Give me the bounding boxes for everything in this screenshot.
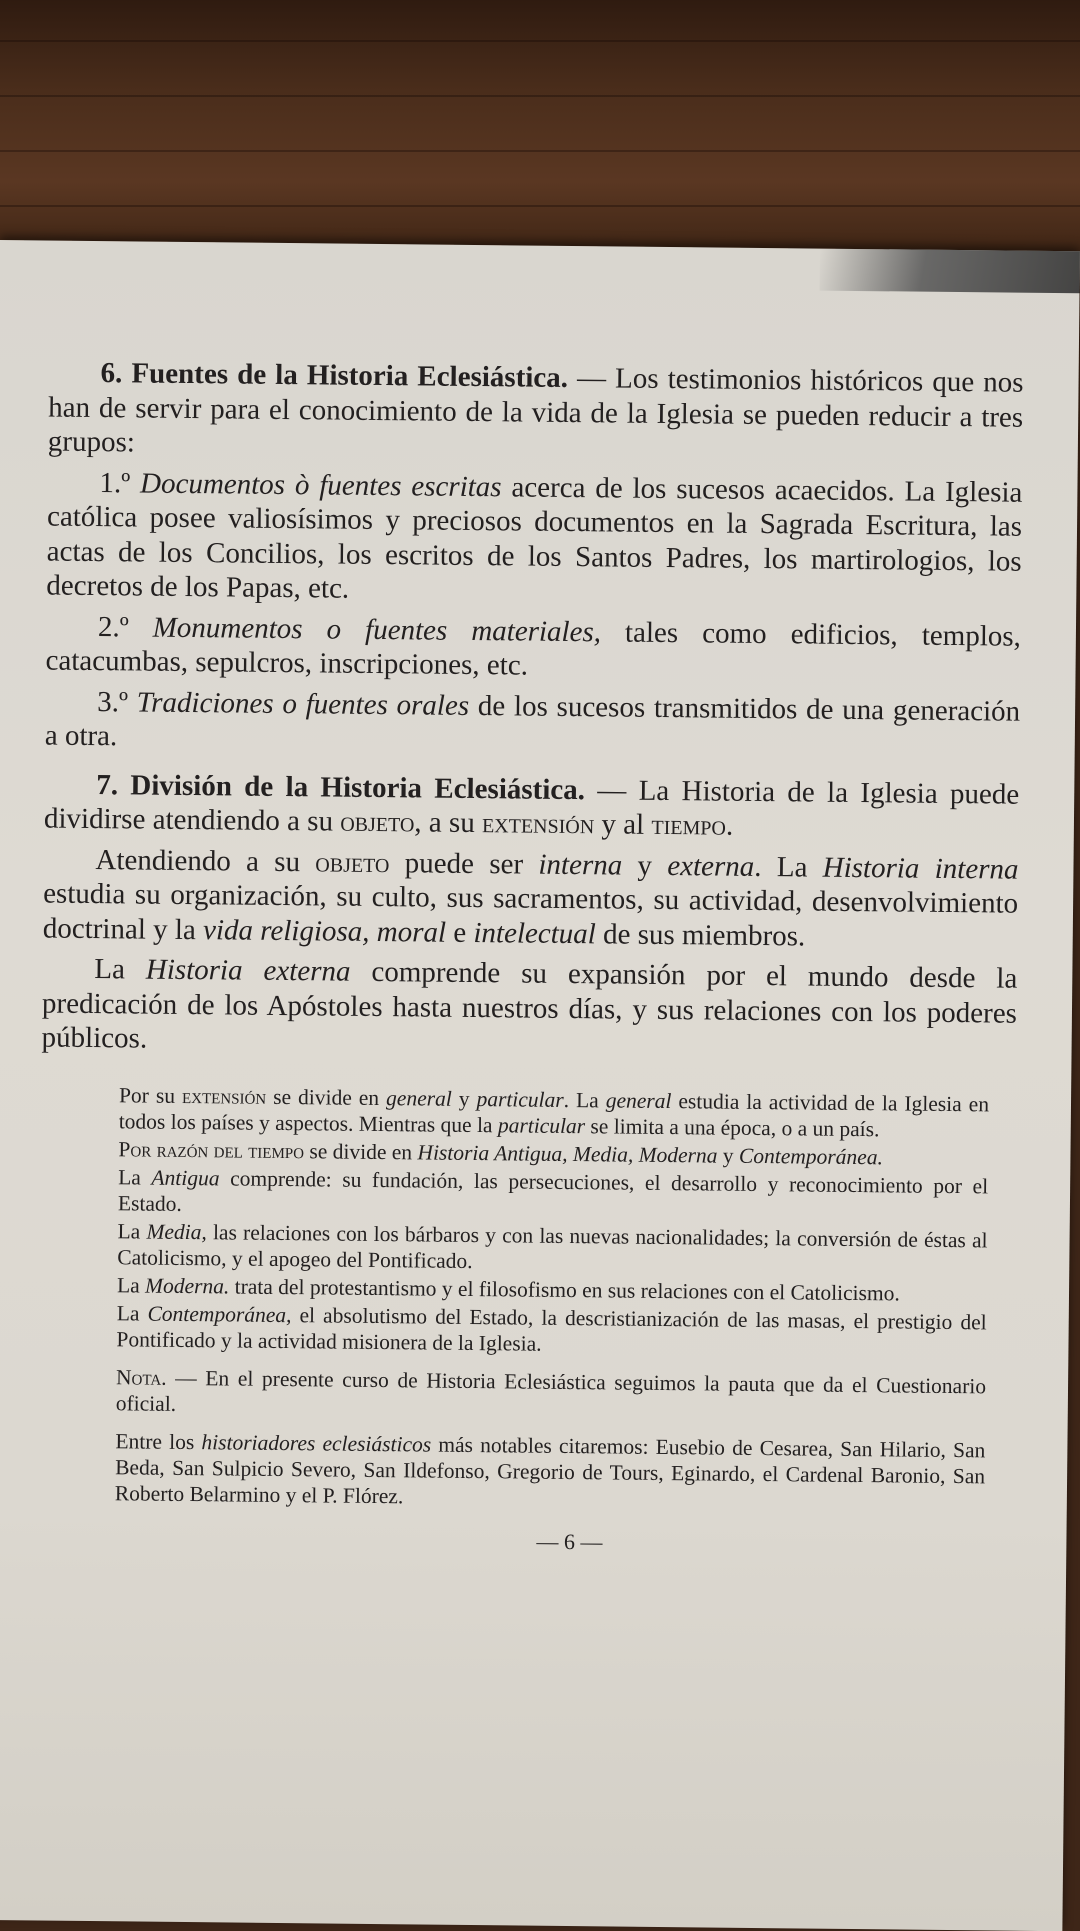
- section-7-paragraph-2: [43, 842, 1019, 956]
- dash: —: [567, 361, 616, 395]
- text: estudia su organización, su culto, sus sacramentos, su actividad, desenvolvimiento doctrinal y la: [42, 877, 1019, 946]
- item-text: tales como edificios, templos, catacumbas, sepulcros, inscripciones, etc.: [45, 615, 1022, 682]
- text: trata del protestantismo y el filosofismo en sus relaciones con el Catolicismo.: [229, 1273, 900, 1305]
- page-number: — 6 —: [536, 1528, 603, 1554]
- italic-term: particular: [476, 1086, 564, 1112]
- text: se divide en: [266, 1084, 387, 1110]
- text: Atendiendo a su: [95, 843, 316, 878]
- text: y: [622, 849, 668, 882]
- text: La: [94, 953, 147, 986]
- italic-term: Historia externa: [145, 953, 351, 988]
- text: La: [118, 1164, 152, 1190]
- italic-term: Contemporánea,: [147, 1301, 292, 1327]
- small-caps-term: extensión: [181, 1083, 267, 1109]
- text: . La: [563, 1087, 606, 1112]
- small-print-notes: [114, 1082, 989, 1559]
- text: de sus miembros.: [595, 917, 806, 952]
- page-content: [36, 356, 1023, 1560]
- dash: —: [584, 773, 639, 807]
- note-media: [117, 1218, 987, 1279]
- italic-term: vida religiosa, moral: [202, 913, 447, 949]
- section-6-intro-text: Los testimonios históricos que nos han de servir para el conocimiento de la vida de la Iglesia se pueden reducir a tres grupos:: [47, 362, 1024, 459]
- wooden-table-background: [0, 0, 1080, 260]
- section-6-item-3: [45, 684, 1021, 763]
- italic-term: Antigua: [151, 1165, 220, 1190]
- note-nota: [116, 1364, 986, 1425]
- small-caps-term: objeto: [340, 805, 415, 839]
- text: puede ser: [389, 846, 539, 881]
- small-caps-term: tiempo: [651, 808, 727, 842]
- italic-term: Historia interna: [822, 851, 1019, 886]
- item-number: 1.º: [99, 466, 131, 499]
- small-caps-term: Por razón del tiempo: [118, 1136, 305, 1163]
- italic-term: historiadores eclesiásticos: [201, 1429, 432, 1457]
- item-label: Monumentos o fuentes materiales,: [152, 611, 602, 648]
- text: y: [717, 1143, 740, 1168]
- text: las relaciones con los bárbaros y con las nuevas nacionalidades; la conversión de éstas al Catolicismo, y el apogeo del Pontificado.: [117, 1219, 988, 1273]
- text: y: [451, 1086, 477, 1111]
- text: La Historia de la Iglesia puede dividirse atendiendo a su: [43, 774, 1020, 838]
- italic-term: general: [385, 1085, 452, 1111]
- text: , a su: [414, 806, 483, 840]
- italic-term: interna: [538, 848, 623, 882]
- note-extension: [119, 1082, 989, 1143]
- item-number: 3.º: [97, 685, 129, 718]
- section-6-item-1: [46, 465, 1022, 613]
- italic-term: Moderna.: [145, 1273, 230, 1298]
- item-label: Tradiciones o fuentes orales: [136, 685, 470, 722]
- text: comprende su expansión por el mundo desde la predicación de los Apóstoles hasta nuestros días, y sus relaciones con los poderes públicos.: [41, 955, 1018, 1055]
- book-page: [0, 240, 1080, 1931]
- text: La: [117, 1218, 147, 1244]
- italic-term: general: [605, 1087, 672, 1113]
- text: Entre los: [115, 1428, 202, 1454]
- small-caps-term: Nota.: [115, 1364, 167, 1390]
- note-antigua: [118, 1164, 988, 1225]
- italic-term: Historia Antigua, Media, Moderna: [417, 1139, 718, 1168]
- text: La: [116, 1272, 146, 1298]
- italic-term: Media,: [146, 1219, 207, 1244]
- item-text: de los sucesos transmitidos de una generación a otra.: [44, 689, 1021, 753]
- section-7-intro: [44, 767, 1020, 846]
- text: estudia la actividad de la Iglesia en todos los países y aspectos. Mientras que la: [118, 1088, 990, 1137]
- text: . La: [754, 850, 823, 884]
- text: se limita a una época, o a un país.: [585, 1113, 880, 1141]
- italic-term: particular: [497, 1112, 586, 1138]
- text: — En el presente curso de Historia Eclesiástica seguimos la pauta que da el Cuestionario oficial.: [115, 1365, 987, 1416]
- page-edge-shadow: [820, 249, 1080, 294]
- text: el absolutismo del Estado, la descristianización de las masas, el prestigio del Pontificado y la actividad misionera de la Iglesia.: [116, 1302, 987, 1356]
- text: La: [116, 1300, 148, 1326]
- item-label: Documentos ò fuentes escritas: [139, 466, 502, 503]
- text: .: [725, 809, 734, 842]
- note-historiadores: [115, 1428, 986, 1515]
- section-7-number: 7.: [96, 768, 119, 801]
- text: Por su: [118, 1082, 183, 1108]
- note-contemporanea: [116, 1300, 986, 1361]
- item-text: acerca de los sucesos acaecidos. La Iglesia católica posee valiosísimos y preciosos documentos en la Sagrada Escritura, las actas de los Concilios, los escritos de los Santos Padres, los martirologios, los decretos de los Papas, etc.: [46, 470, 1023, 605]
- text: comprende: su fundación, las persecuciones, el desarrollo y reconocimiento por el Estado.: [117, 1165, 989, 1216]
- text: e: [445, 916, 474, 949]
- section-6-title: Fuentes de la Historia Eclesiástica.: [131, 357, 569, 394]
- text: se divide en: [303, 1138, 418, 1164]
- item-number: 2.º: [97, 610, 129, 643]
- section-6-item-2: [45, 609, 1021, 688]
- section-6-number: 6.: [100, 357, 123, 390]
- section-7-paragraph-3: [41, 951, 1017, 1065]
- italic-term: externa: [667, 849, 755, 883]
- small-caps-term: extensión: [481, 807, 595, 841]
- italic-term: intelectual: [473, 916, 596, 950]
- section-6-intro: [48, 356, 1024, 470]
- section-7-title: División de la Historia Eclesiástica.: [130, 768, 586, 806]
- text: más notables citaremos: Eusebio de Cesarea, San Hilario, San Beda, San Sulpicio Severo, San Ildefonso, Gregorio de Tours, Eginardo, el Cardenal Baronio, San Roberto Belarmino y el P. Flórez.: [114, 1432, 986, 1508]
- italic-term: Contemporánea.: [738, 1143, 884, 1169]
- small-caps-term: objeto: [315, 845, 390, 879]
- text: y al: [594, 808, 652, 841]
